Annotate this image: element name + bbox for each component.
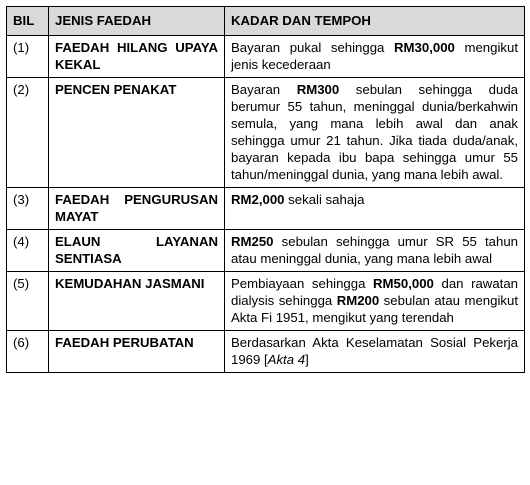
table-row [7, 188, 525, 230]
rate-and-duration [225, 272, 525, 331]
row-number: (5) [7, 272, 49, 331]
rate-and-duration [225, 78, 525, 188]
rate-and-duration [225, 36, 525, 78]
amount-text: RM200 [336, 293, 380, 308]
header-jenis-faedah: JENIS FAEDAH [49, 7, 225, 36]
header-kadar-dan-tempoh: KADAR DAN TEMPOH [225, 7, 525, 36]
benefit-type: FAEDAH PERUBATAN [49, 331, 225, 373]
description-text: Bayaran [231, 82, 297, 97]
description-text: sekali sahaja [284, 192, 365, 207]
description-text: sebulan sehingga umur SR 55 tahun atau meninggal dunia, yang mana lebih awal [231, 234, 518, 266]
benefit-type: KEMUDAHAN JASMANI [49, 272, 225, 331]
table-body [7, 36, 525, 373]
header-row [7, 7, 525, 36]
amount-text: RM30,000 [394, 40, 455, 55]
description-text: sebulan sehingga duda berumur 55 tahun, meninggal dunia/berkahwin semula, yang mana lebih awal dan anak sehingga umur 21 tahun. Jika tiada duda/anak, bayaran kepada ibu bapa sehingga umur 55 tahun/meninggal dunia, yang mana lebih awal. [231, 82, 518, 182]
description-text: ] [305, 352, 309, 367]
rate-and-duration [225, 331, 525, 373]
amount-text: RM50,000 [373, 276, 434, 291]
description-text: dan rawatan dialysis sehingga [231, 276, 518, 308]
table-row [7, 331, 525, 373]
amount-text: RM2,000 [231, 192, 285, 207]
table-row [7, 272, 525, 331]
benefit-type: FAEDAH PENGURUSAN MAYAT [49, 188, 225, 230]
benefit-type: PENCEN PENAKAT [49, 78, 225, 188]
amount-text: RM250 [231, 234, 274, 249]
rate-and-duration [225, 188, 525, 230]
description-text: mengikut jenis kecederaan [231, 40, 518, 72]
description-text: Pembiayaan sehingga [231, 276, 374, 291]
rate-and-duration [225, 230, 525, 272]
amount-text: RM300 [296, 82, 340, 97]
row-number: (3) [7, 188, 49, 230]
description-text: Akta 4 [267, 352, 306, 367]
benefit-type: ELAUN LAYANAN SENTIASA [49, 230, 225, 272]
benefits-table [6, 6, 525, 373]
description-text: Berdasarkan Akta Keselamatan Sosial Pekerja 1969 [ [231, 335, 518, 367]
table-row [7, 36, 525, 78]
table-row [7, 230, 525, 272]
description-text: Bayaran pukal sehingga [231, 40, 395, 55]
table-header [7, 7, 525, 36]
row-number: (2) [7, 78, 49, 188]
row-number: (6) [7, 331, 49, 373]
row-number: (4) [7, 230, 49, 272]
benefit-type: FAEDAH HILANG UPAYA KEKAL [49, 36, 225, 78]
description-text: sebulan atau mengikut Akta Fi 1951, mengikut yang terendah [231, 293, 518, 325]
table-row [7, 78, 525, 188]
header-bil: BIL [7, 7, 49, 36]
row-number: (1) [7, 36, 49, 78]
